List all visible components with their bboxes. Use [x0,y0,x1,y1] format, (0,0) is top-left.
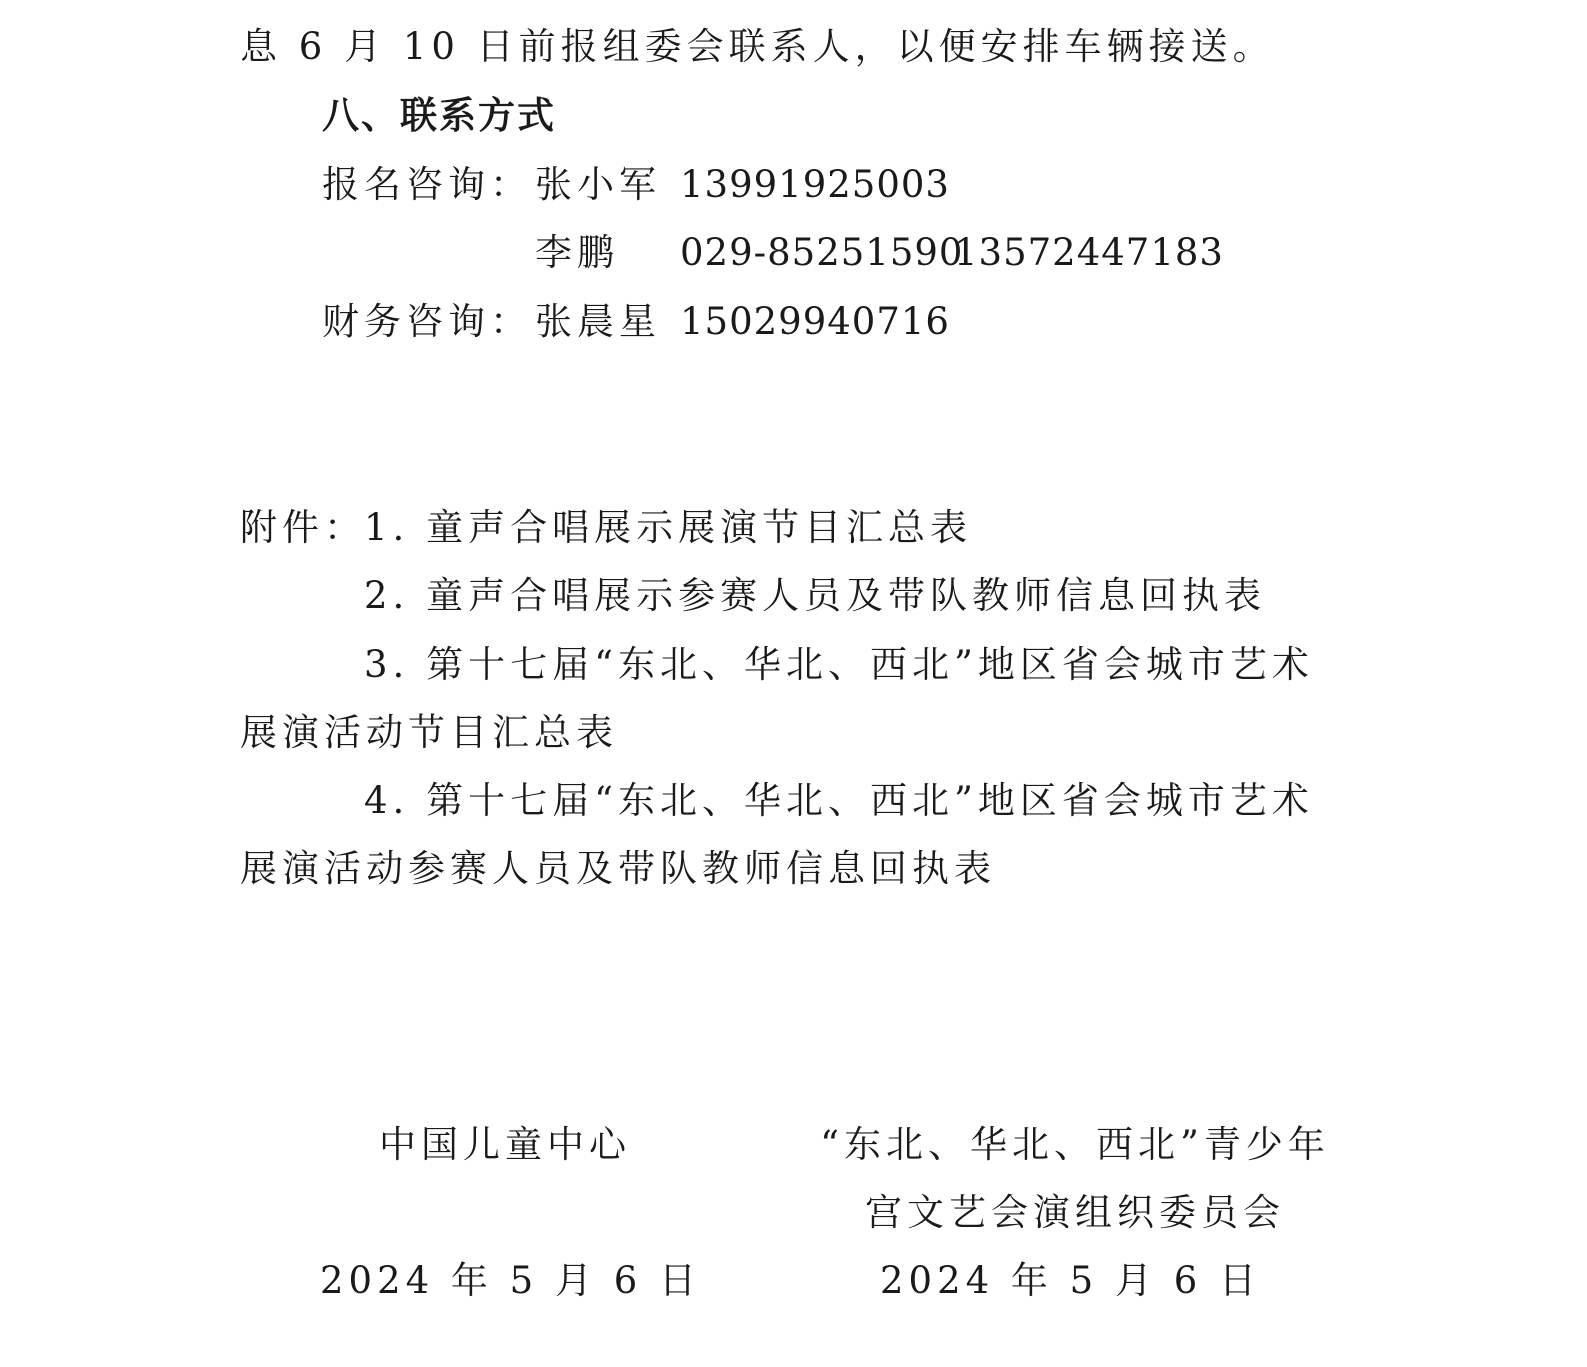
finance-phone: 15029940716 [680,300,950,343]
signature-org-2-line-1: “东北、华北、西北”青少年 [820,1123,1330,1166]
attachment-item-2: 2. 童声合唱展示参赛人员及带队教师信息回执表 [364,574,1267,617]
signup-phone-1: 13991925003 [680,163,950,206]
intro-line: 息 6 月 10 日前报组委会联系人，以便安排车辆接送。 [240,25,1275,68]
attachment-item-1: 1. 童声合唱展示展演节目汇总表 [364,506,973,549]
finance-person: 张晨星 [535,300,661,343]
attachment-item-4-line-2: 展演活动参赛人员及带队教师信息回执表 [240,847,996,890]
signature-date-2: 2024 年 5 月 6 日 [880,1259,1262,1302]
signup-person-2: 李鹏 [535,231,619,274]
contact-heading: 八、联系方式 [322,94,556,137]
signup-person-1: 张小军 [535,163,661,206]
attachment-item-4-line-1: 4. 第十七届“东北、华北、西北”地区省会城市艺术 [364,779,1314,822]
signature-date-1: 2024 年 5 月 6 日 [320,1259,702,1302]
attachment-item-3-line-2: 展演活动节目汇总表 [240,711,618,754]
attachments-label: 附件： [240,506,366,549]
signup-phone-3: 13572447183 [954,231,1224,274]
signature-org-1: 中国儿童中心 [379,1123,631,1166]
signup-label: 报名咨询： [322,163,532,206]
signup-phone-2: 029-85251590 [680,231,964,274]
signature-org-2-line-2: 宫文艺会演组织委员会 [865,1191,1285,1234]
attachment-item-3-line-1: 3. 第十七届“东北、华北、西北”地区省会城市艺术 [364,643,1314,686]
finance-label: 财务咨询： [322,300,532,343]
